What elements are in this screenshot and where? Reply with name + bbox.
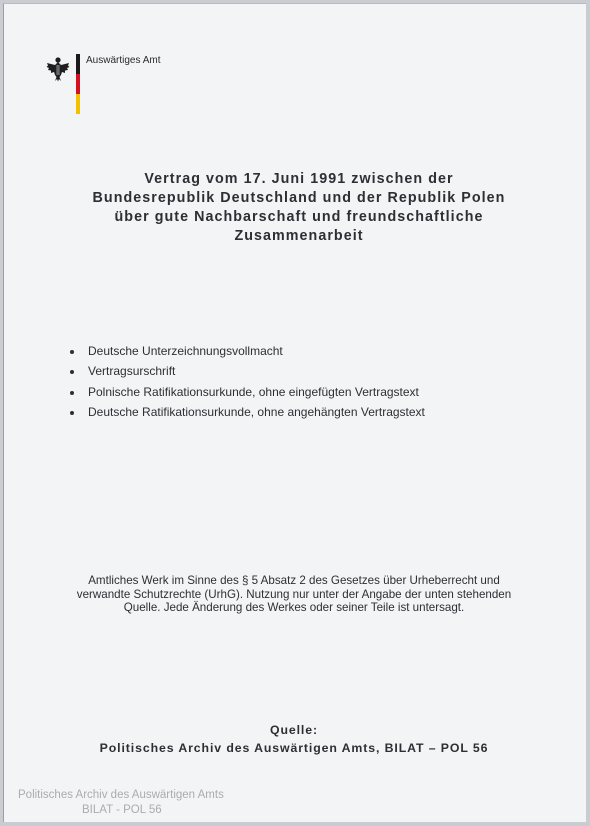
list-item: Vertragsurschrift [66, 363, 425, 383]
institution-name: Auswärtiges Amt [86, 55, 161, 66]
source-text: Politisches Archiv des Auswärtigen Amts, BILAT – POL 56 [99, 741, 489, 755]
title-line: Vertrag vom 17. Juni 1991 zwischen der [144, 171, 454, 187]
source-label: Quelle: [270, 723, 318, 737]
legal-notice-line: Amtliches Werk im Sinne des § 5 Absatz 2 des Gesetzes über Urheberrecht und [88, 574, 500, 587]
archive-watermark [18, 788, 224, 818]
flag-stripe-red [76, 74, 80, 94]
document-page [3, 3, 586, 822]
watermark-line: BILAT - POL 56 [82, 804, 162, 816]
document-title [34, 170, 564, 246]
legal-notice [44, 574, 544, 615]
legal-notice-line: verwandte Schutzrechte (UrhG). Nutzung nur unter der Angabe der unten stehenden [76, 587, 512, 601]
ministry-logo [46, 54, 206, 118]
title-line: über gute Nachbarschaft und freundschaftliche [114, 209, 484, 225]
title-line: Bundesrepublik Deutschland und der Republik Polen [92, 190, 506, 206]
flag-bar [76, 54, 80, 114]
flag-stripe-gold [76, 94, 80, 114]
title-line: Zusammenarbeit [234, 228, 364, 244]
federal-eagle-icon [46, 56, 70, 82]
list-item: Deutsche Ratifikationsurkunde, ohne angehängten Vertragstext [66, 404, 425, 424]
watermark-line: Politisches Archiv des Auswärtigen Amts [18, 789, 224, 801]
list-item: Polnische Ratifikationsurkunde, ohne eingefügten Vertragstext [66, 384, 425, 404]
source-citation [44, 721, 544, 757]
list-item: Deutsche Unterzeichnungsvollmacht [66, 343, 425, 363]
flag-stripe-black [76, 54, 80, 74]
contents-list [66, 343, 425, 424]
legal-notice-line: Quelle. Jede Änderung des Werkes oder seiner Teile ist untersagt. [123, 601, 465, 614]
